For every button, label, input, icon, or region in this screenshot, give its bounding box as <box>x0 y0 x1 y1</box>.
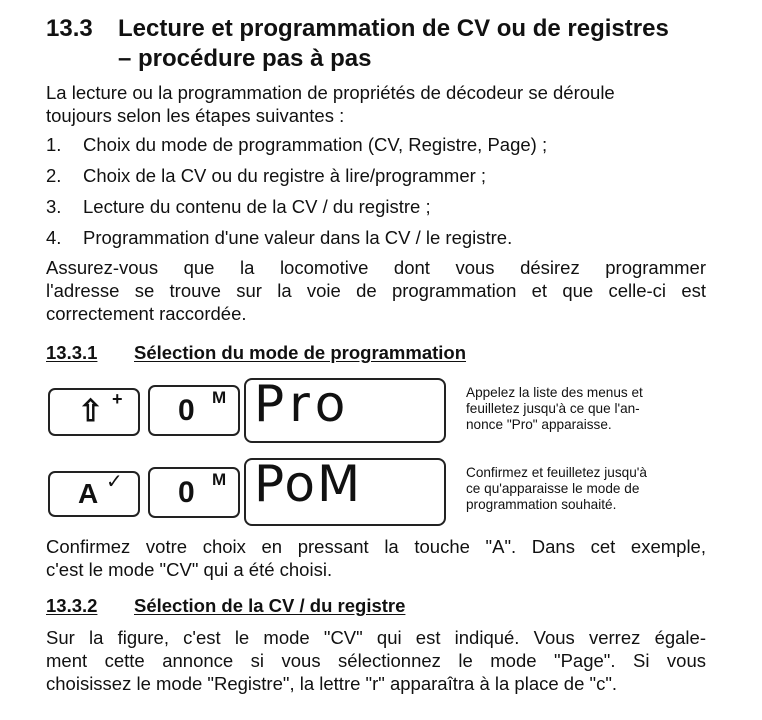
steps-list <box>46 133 706 257</box>
display-text: PoM <box>254 458 363 513</box>
warning-line: correctement raccordée. <box>46 303 247 324</box>
instruction-note <box>466 465 700 513</box>
display-text: Pro <box>254 378 352 433</box>
zero-menu-key[interactable] <box>148 467 240 518</box>
section-title-line-2: – procédure pas à pas <box>118 45 372 72</box>
intro-line: La lecture ou la programmation de propriétés de décodeur se déroule <box>46 82 615 103</box>
note-line: Appelez la liste des menus et <box>466 385 643 400</box>
a-key-label: A <box>78 478 99 509</box>
checkmark-icon: ✓ <box>106 471 123 493</box>
note-line: feuilletez jusqu'à ce que l'an- <box>466 401 640 416</box>
confirm-line: Confirmez votre choix en pressant la touche "A". Dans cet exemple, <box>46 536 706 557</box>
warning-line: Assurez-vous que la locomotive dont vous désirez programmer <box>46 257 706 278</box>
lcd-display <box>244 378 446 443</box>
sub2-line: choisissez le mode "Registre", la lettre "r" apparaîtra à la place de "c". <box>46 673 618 694</box>
a-confirm-key[interactable] <box>48 471 140 517</box>
up-arrow-icon: ⇧ <box>78 395 104 428</box>
step-number: 2. <box>46 165 62 186</box>
sub2-line: Sur la figure, c'est le mode "CV" qui est indiqué. Vous verrez égale- <box>46 627 706 648</box>
note-line: Confirmez et feuilletez jusqu'à <box>466 465 647 480</box>
confirm-line: c'est le mode "CV" qui a été choisi. <box>46 559 333 580</box>
plus-icon: + <box>112 389 123 409</box>
step-text: Choix du mode de programmation (CV, Registre, Page) ; <box>83 134 548 155</box>
menu-key-superscript: M <box>212 470 227 489</box>
subsection-heading <box>46 342 467 364</box>
subsection-title: Sélection de la CV / du registre <box>134 595 406 616</box>
zero-key-label: 0 <box>178 476 195 509</box>
step-number: 4. <box>46 227 62 248</box>
section-title-line-1: Lecture et programmation de CV ou de registres <box>118 15 669 42</box>
step-text: Programmation d'une valeur dans la CV / le registre. <box>83 227 513 248</box>
menu-key-superscript: M <box>212 388 227 407</box>
step-number: 1. <box>46 134 62 155</box>
note-line: ce qu'apparaisse le mode de <box>466 481 640 496</box>
list-item <box>46 195 706 226</box>
step-text: Lecture du contenu de la CV / du registre ; <box>83 196 431 217</box>
step-text: Choix de la CV ou du registre à lire/programmer ; <box>83 165 487 186</box>
intro-paragraph <box>46 81 706 127</box>
sub2-paragraph <box>46 626 706 695</box>
section-number: 13.3 <box>46 15 93 42</box>
note-line: nonce "Pro" apparaisse. <box>466 417 612 432</box>
step-number: 3. <box>46 196 62 217</box>
instruction-note <box>466 385 700 433</box>
zero-key-label: 0 <box>178 394 195 427</box>
subsection-heading <box>46 595 406 617</box>
subsection-number: 13.3.2 <box>46 595 98 616</box>
warning-paragraph <box>46 256 706 325</box>
list-item <box>46 226 706 257</box>
warning-line: l'adresse se trouve sur la voie de programmation et que celle-ci est <box>46 280 706 301</box>
list-item <box>46 133 706 164</box>
intro-line: toujours selon les étapes suivantes : <box>46 105 345 126</box>
list-item <box>46 164 706 195</box>
subsection-title: Sélection du mode de programmation <box>134 342 467 363</box>
lcd-display <box>244 458 446 526</box>
shift-plus-key[interactable] <box>48 388 140 436</box>
note-line: programmation souhaité. <box>466 497 617 512</box>
sub2-line: ment cette annonce si vous sélectionnez le mode "Page". Si vous <box>46 650 706 671</box>
zero-menu-key[interactable] <box>148 385 240 436</box>
confirm-paragraph <box>46 535 706 581</box>
subsection-number: 13.3.1 <box>46 342 98 363</box>
